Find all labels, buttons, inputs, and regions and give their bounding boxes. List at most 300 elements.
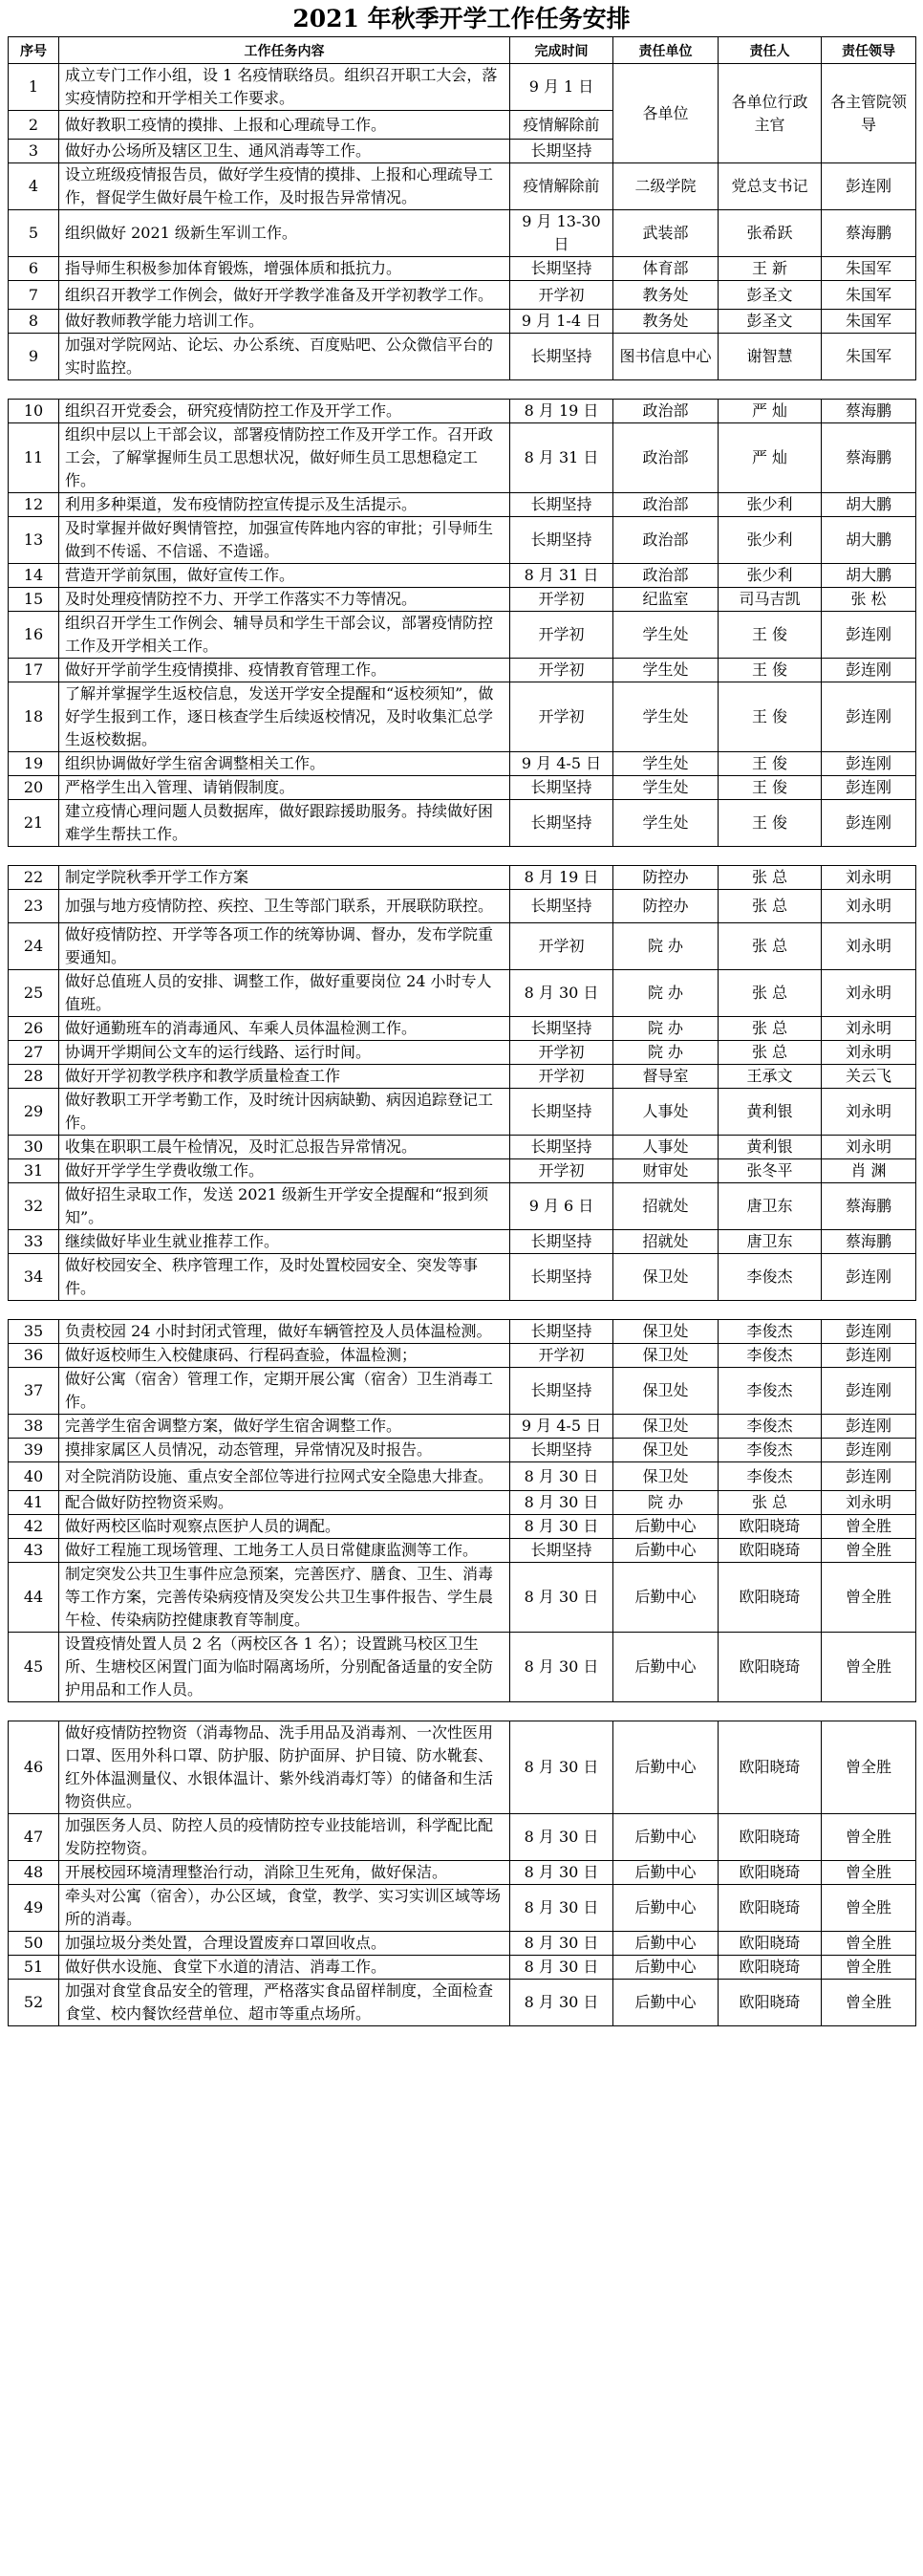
cell-no: 23 — [9, 890, 59, 923]
cell-leader: 曾全胜 — [822, 1956, 916, 1980]
table-row — [9, 310, 916, 334]
cell-leader: 胡大鹏 — [822, 493, 916, 517]
cell-person: 李俊杰 — [719, 1368, 822, 1415]
cell-time: 8 月 30 日 — [510, 1633, 613, 1702]
cell-leader: 彭连刚 — [822, 682, 916, 752]
cell-unit: 各单位 — [613, 64, 719, 163]
cell-unit: 防控办 — [613, 890, 719, 923]
cell-content: 负责校园 24 小时封闭式管理，做好车辆管控及人员体温检测。 — [59, 1320, 510, 1344]
cell-person: 王 俊 — [719, 682, 822, 752]
cell-unit: 院 办 — [613, 1491, 719, 1515]
cell-unit: 财审处 — [613, 1159, 719, 1183]
cell-content: 加强医务人员、防控人员的疫情防控专业技能培训，科学配比配发防控物资。 — [59, 1814, 510, 1861]
cell-person: 张少利 — [719, 517, 822, 564]
cell-content: 对全院消防设施、重点安全部位等进行拉网式安全隐患大排查。 — [59, 1462, 510, 1491]
cell-content: 收集在职职工晨午检情况，及时汇总报告异常情况。 — [59, 1136, 510, 1159]
cell-time: 长期坚持 — [510, 1439, 613, 1462]
cell-time: 开学初 — [510, 1344, 613, 1368]
cell-person: 司马吉凯 — [719, 588, 822, 612]
cell-unit: 学生处 — [613, 752, 719, 776]
cell-leader: 朱国军 — [822, 281, 916, 310]
cell-no: 17 — [9, 659, 59, 682]
cell-person: 彭圣文 — [719, 310, 822, 334]
cell-leader: 蔡海鹏 — [822, 423, 916, 493]
cell-time: 9 月 6 日 — [510, 1183, 613, 1230]
cell-no: 42 — [9, 1515, 59, 1539]
table-row — [9, 1956, 916, 1980]
cell-time: 8 月 19 日 — [510, 866, 613, 890]
cell-content: 做好开学初教学秩序和教学质量检查工作 — [59, 1065, 510, 1089]
cell-content: 做好工程施工现场管理、工地务工人员日常健康监测等工作。 — [59, 1539, 510, 1563]
cell-no: 38 — [9, 1415, 59, 1439]
table-row — [9, 1230, 916, 1254]
cell-person: 张少利 — [719, 493, 822, 517]
cell-time: 长期坚持 — [510, 334, 613, 380]
cell-person: 王 俊 — [719, 612, 822, 659]
cell-unit: 学生处 — [613, 776, 719, 800]
cell-time: 长期坚持 — [510, 1254, 613, 1301]
cell-person: 欧阳晓琦 — [719, 1980, 822, 2026]
cell-no: 40 — [9, 1462, 59, 1491]
cell-person: 王承文 — [719, 1065, 822, 1089]
cell-time: 长期坚持 — [510, 890, 613, 923]
cell-time: 长期坚持 — [510, 1320, 613, 1344]
cell-unit: 学生处 — [613, 612, 719, 659]
table-row — [9, 588, 916, 612]
page-break — [9, 1702, 916, 1721]
cell-time: 开学初 — [510, 1041, 613, 1065]
cell-unit: 后勤中心 — [613, 1515, 719, 1539]
document-title: 2021 年秋季开学工作任务安排 — [292, 5, 631, 32]
cell-no: 21 — [9, 800, 59, 847]
header-time: 完成时间 — [510, 37, 613, 64]
cell-unit: 政治部 — [613, 493, 719, 517]
cell-person: 欧阳晓琦 — [719, 1515, 822, 1539]
table-row — [9, 1515, 916, 1539]
page-break — [9, 1301, 916, 1320]
cell-unit: 后勤中心 — [613, 1814, 719, 1861]
table-row — [9, 1462, 916, 1491]
table-row — [9, 64, 916, 111]
cell-unit: 人事处 — [613, 1089, 719, 1136]
cell-leader: 刘永明 — [822, 1491, 916, 1515]
cell-time: 开学初 — [510, 1065, 613, 1089]
table-row — [9, 1368, 916, 1415]
cell-no: 28 — [9, 1065, 59, 1089]
cell-time: 长期坚持 — [510, 1089, 613, 1136]
cell-content: 及时处理疫情防控不力、开学工作落实不力等情况。 — [59, 588, 510, 612]
table-row — [9, 1089, 916, 1136]
cell-leader: 彭连刚 — [822, 612, 916, 659]
table-row — [9, 752, 916, 776]
cell-no: 1 — [9, 64, 59, 111]
cell-unit: 保卫处 — [613, 1368, 719, 1415]
cell-time: 9 月 4-5 日 — [510, 752, 613, 776]
table-row — [9, 866, 916, 890]
cell-person: 欧阳晓琦 — [719, 1633, 822, 1702]
table-row — [9, 400, 916, 423]
cell-time: 8 月 30 日 — [510, 1814, 613, 1861]
cell-person: 张 总 — [719, 1491, 822, 1515]
cell-no: 24 — [9, 923, 59, 970]
cell-time: 长期坚持 — [510, 1230, 613, 1254]
cell-content: 严格学生出入管理、请销假制度。 — [59, 776, 510, 800]
cell-person: 欧阳晓琦 — [719, 1563, 822, 1633]
cell-leader: 关云飞 — [822, 1065, 916, 1089]
cell-person: 张 总 — [719, 1041, 822, 1065]
cell-person: 唐卫东 — [719, 1230, 822, 1254]
header-unit: 责任单位 — [613, 37, 719, 64]
table-header-row — [9, 37, 916, 64]
cell-no: 32 — [9, 1183, 59, 1230]
cell-no: 41 — [9, 1491, 59, 1515]
cell-content: 做好校园安全、秩序管理工作，及时处置校园安全、突发等事件。 — [59, 1254, 510, 1301]
cell-no: 34 — [9, 1254, 59, 1301]
cell-content: 做好教职工开学考勤工作，及时统计因病缺勤、病因追踪登记工作。 — [59, 1089, 510, 1136]
cell-time: 8 月 30 日 — [510, 1515, 613, 1539]
table-row — [9, 1136, 916, 1159]
cell-content: 建立疫情心理问题人员数据库，做好跟踪援助服务。持续做好困难学生帮扶工作。 — [59, 800, 510, 847]
cell-time: 8 月 30 日 — [510, 1563, 613, 1633]
cell-time: 8 月 30 日 — [510, 1721, 613, 1814]
cell-person: 李俊杰 — [719, 1344, 822, 1368]
cell-no: 29 — [9, 1089, 59, 1136]
table-row — [9, 1415, 916, 1439]
cell-leader: 彭连刚 — [822, 659, 916, 682]
cell-leader: 曾全胜 — [822, 1814, 916, 1861]
cell-person: 王 俊 — [719, 800, 822, 847]
cell-person: 张少利 — [719, 564, 822, 588]
cell-unit: 后勤中心 — [613, 1885, 719, 1932]
table-row — [9, 1721, 916, 1814]
table-row — [9, 1814, 916, 1861]
cell-content: 组织召开学生工作例会、辅导员和学生干部会议，部署疫情防控工作及开学相关工作。 — [59, 612, 510, 659]
table-row — [9, 281, 916, 310]
table-row — [9, 1017, 916, 1041]
cell-content: 加强对食堂食品安全的管理，严格落实食品留样制度，全面检查食堂、校内餐饮经营单位、超市等重点场所。 — [59, 1980, 510, 2026]
table-row — [9, 923, 916, 970]
cell-unit: 二级学院 — [613, 163, 719, 210]
cell-leader: 彭连刚 — [822, 1344, 916, 1368]
cell-content: 组织协调做好学生宿舍调整相关工作。 — [59, 752, 510, 776]
cell-content: 及时掌握并做好舆情管控，加强宣传阵地内容的审批；引导师生做到不传谣、不信谣、不造谣。 — [59, 517, 510, 564]
cell-person: 欧阳晓琦 — [719, 1956, 822, 1980]
cell-content: 做好招生录取工作，发送 2021 级新生开学安全提醒和“报到须知”。 — [59, 1183, 510, 1230]
cell-leader: 彭连刚 — [822, 1415, 916, 1439]
task-table — [8, 36, 916, 2026]
cell-person: 张 总 — [719, 923, 822, 970]
cell-person: 王 俊 — [719, 752, 822, 776]
table-row — [9, 210, 916, 257]
cell-content: 做好两校区临时观察点医护人员的调配。 — [59, 1515, 510, 1539]
cell-no: 43 — [9, 1539, 59, 1563]
table-row — [9, 1861, 916, 1885]
cell-unit: 武装部 — [613, 210, 719, 257]
table-row — [9, 334, 916, 380]
cell-content: 摸排家属区人员情况，动态管理，异常情况及时报告。 — [59, 1439, 510, 1462]
cell-no: 10 — [9, 400, 59, 423]
cell-content: 做好办公场所及辖区卫生、通风消毒等工作。 — [59, 140, 510, 163]
cell-person: 李俊杰 — [719, 1254, 822, 1301]
cell-no: 12 — [9, 493, 59, 517]
table-row — [9, 517, 916, 564]
table-row — [9, 1254, 916, 1301]
cell-time: 开学初 — [510, 682, 613, 752]
cell-time: 长期坚持 — [510, 776, 613, 800]
cell-unit: 后勤中心 — [613, 1633, 719, 1702]
cell-content: 做好开学学生学费收缴工作。 — [59, 1159, 510, 1183]
cell-time: 9 月 1-4 日 — [510, 310, 613, 334]
cell-leader: 蔡海鹏 — [822, 210, 916, 257]
cell-leader: 蔡海鹏 — [822, 1183, 916, 1230]
cell-unit: 后勤中心 — [613, 1956, 719, 1980]
cell-unit: 学生处 — [613, 800, 719, 847]
cell-time: 开学初 — [510, 1159, 613, 1183]
cell-person: 王 俊 — [719, 659, 822, 682]
cell-no: 14 — [9, 564, 59, 588]
cell-no: 18 — [9, 682, 59, 752]
cell-no: 48 — [9, 1861, 59, 1885]
table-row — [9, 564, 916, 588]
cell-unit: 后勤中心 — [613, 1721, 719, 1814]
header-content: 工作任务内容 — [59, 37, 510, 64]
cell-content: 做好教职工疫情的摸排、上报和心理疏导工作。 — [59, 111, 510, 140]
cell-time: 开学初 — [510, 588, 613, 612]
cell-no: 49 — [9, 1885, 59, 1932]
cell-leader: 彭连刚 — [822, 776, 916, 800]
cell-no: 26 — [9, 1017, 59, 1041]
cell-no: 51 — [9, 1956, 59, 1980]
cell-person: 严 灿 — [719, 423, 822, 493]
cell-time: 长期坚持 — [510, 517, 613, 564]
cell-person: 欧阳晓琦 — [719, 1861, 822, 1885]
page-break-cell — [9, 1702, 916, 1721]
cell-leader: 刘永明 — [822, 1041, 916, 1065]
cell-leader: 曾全胜 — [822, 1885, 916, 1932]
cell-time: 长期坚持 — [510, 1136, 613, 1159]
cell-leader: 朱国军 — [822, 334, 916, 380]
cell-person: 张冬平 — [719, 1159, 822, 1183]
cell-time: 8 月 30 日 — [510, 970, 613, 1017]
cell-person: 黄利银 — [719, 1136, 822, 1159]
cell-time: 长期坚持 — [510, 1368, 613, 1415]
cell-time: 8 月 31 日 — [510, 423, 613, 493]
cell-no: 22 — [9, 866, 59, 890]
cell-content: 做好疫情防控物资（消毒物品、洗手用品及消毒剂、一次性医用口罩、医用外科口罩、防护服、防护面屏、护目镜、防水靴套、红外体温测量仪、水银体温计、紫外线消毒灯等）的储备和生活物资供应。 — [59, 1721, 510, 1814]
cell-person: 严 灿 — [719, 400, 822, 423]
cell-person: 各单位行政主官 — [719, 64, 822, 163]
cell-content: 做好返校师生入校健康码、行程码查验，体温检测； — [59, 1344, 510, 1368]
cell-content: 设置疫情处置人员 2 名（两校区各 1 名）；设置跳马校区卫生所、生塘校区闲置门面为临时隔离场所，分别配备适量的安全防护用品和工作人员。 — [59, 1633, 510, 1702]
table-row — [9, 682, 916, 752]
cell-time: 8 月 30 日 — [510, 1861, 613, 1885]
cell-leader: 刘永明 — [822, 1089, 916, 1136]
cell-leader: 刘永明 — [822, 1017, 916, 1041]
cell-no: 35 — [9, 1320, 59, 1344]
cell-no: 36 — [9, 1344, 59, 1368]
cell-content: 做好教师教学能力培训工作。 — [59, 310, 510, 334]
cell-no: 47 — [9, 1814, 59, 1861]
cell-unit: 体育部 — [613, 257, 719, 281]
cell-no: 16 — [9, 612, 59, 659]
cell-unit: 后勤中心 — [613, 1563, 719, 1633]
cell-no: 30 — [9, 1136, 59, 1159]
cell-no: 4 — [9, 163, 59, 210]
table-row — [9, 776, 916, 800]
table-row — [9, 257, 916, 281]
cell-unit: 院 办 — [613, 923, 719, 970]
cell-time: 8 月 30 日 — [510, 1932, 613, 1956]
cell-unit: 保卫处 — [613, 1254, 719, 1301]
cell-leader: 彭连刚 — [822, 1320, 916, 1344]
table-row — [9, 1320, 916, 1344]
cell-unit: 保卫处 — [613, 1344, 719, 1368]
cell-leader: 刘永明 — [822, 890, 916, 923]
cell-leader: 曾全胜 — [822, 1980, 916, 2026]
cell-no: 3 — [9, 140, 59, 163]
cell-leader: 曾全胜 — [822, 1539, 916, 1563]
cell-content: 协调开学期间公文车的运行线路、运行时间。 — [59, 1041, 510, 1065]
cell-no: 20 — [9, 776, 59, 800]
cell-leader: 胡大鹏 — [822, 564, 916, 588]
cell-content: 设立班级疫情报告员，做好学生疫情的摸排、上报和心理疏导工作，督促学生做好晨午检工作，及时报告异常情况。 — [59, 163, 510, 210]
cell-content: 制定学院秋季开学工作方案 — [59, 866, 510, 890]
cell-leader: 彭连刚 — [822, 1368, 916, 1415]
cell-unit: 学生处 — [613, 659, 719, 682]
cell-unit: 人事处 — [613, 1136, 719, 1159]
cell-no: 31 — [9, 1159, 59, 1183]
cell-leader: 蔡海鹏 — [822, 400, 916, 423]
table-row — [9, 970, 916, 1017]
table-row — [9, 163, 916, 210]
cell-content: 继续做好毕业生就业推荐工作。 — [59, 1230, 510, 1254]
cell-leader: 蔡海鹏 — [822, 1230, 916, 1254]
cell-unit: 保卫处 — [613, 1415, 719, 1439]
cell-leader: 朱国军 — [822, 257, 916, 281]
cell-content: 组织召开党委会，研究疫情防控工作及开学工作。 — [59, 400, 510, 423]
cell-leader: 彭连刚 — [822, 800, 916, 847]
cell-person: 欧阳晓琦 — [719, 1885, 822, 1932]
cell-unit: 政治部 — [613, 400, 719, 423]
cell-unit: 招就处 — [613, 1230, 719, 1254]
cell-no: 11 — [9, 423, 59, 493]
cell-leader: 彭连刚 — [822, 752, 916, 776]
cell-time: 9 月 13-30 日 — [510, 210, 613, 257]
cell-person: 王 俊 — [719, 776, 822, 800]
table-row — [9, 1932, 916, 1956]
cell-unit: 保卫处 — [613, 1320, 719, 1344]
cell-person: 黄利银 — [719, 1089, 822, 1136]
cell-time: 8 月 30 日 — [510, 1956, 613, 1980]
cell-unit: 后勤中心 — [613, 1539, 719, 1563]
cell-time: 长期坚持 — [510, 800, 613, 847]
cell-unit: 院 办 — [613, 1017, 719, 1041]
cell-leader: 各主管院领导 — [822, 64, 916, 163]
table-row — [9, 1491, 916, 1515]
cell-person: 李俊杰 — [719, 1320, 822, 1344]
cell-no: 7 — [9, 281, 59, 310]
cell-leader: 曾全胜 — [822, 1861, 916, 1885]
cell-time: 开学初 — [510, 923, 613, 970]
cell-leader: 曾全胜 — [822, 1633, 916, 1702]
cell-unit: 图书信息中心 — [613, 334, 719, 380]
cell-leader: 彭连刚 — [822, 1462, 916, 1491]
table-row — [9, 1539, 916, 1563]
cell-no: 9 — [9, 334, 59, 380]
cell-leader: 刘永明 — [822, 866, 916, 890]
cell-no: 33 — [9, 1230, 59, 1254]
table-row — [9, 1065, 916, 1089]
cell-content: 指导师生积极参加体育锻炼，增强体质和抵抗力。 — [59, 257, 510, 281]
table-row — [9, 659, 916, 682]
cell-content: 牵头对公寓（宿舍），办公区域，食堂，教学、实习实训区域等场所的消毒。 — [59, 1885, 510, 1932]
table-row — [9, 1159, 916, 1183]
cell-time: 长期坚持 — [510, 1017, 613, 1041]
cell-time: 8 月 30 日 — [510, 1980, 613, 2026]
cell-leader: 张 松 — [822, 588, 916, 612]
cell-content: 成立专门工作小组，设 1 名疫情联络员。组织召开职工大会，落实疫情防控和开学相关工作要求。 — [59, 64, 510, 111]
cell-leader: 彭连刚 — [822, 1439, 916, 1462]
cell-person: 李俊杰 — [719, 1415, 822, 1439]
cell-leader: 曾全胜 — [822, 1563, 916, 1633]
cell-person: 欧阳晓琦 — [719, 1814, 822, 1861]
cell-person: 李俊杰 — [719, 1439, 822, 1462]
cell-leader: 刘永明 — [822, 1136, 916, 1159]
cell-content: 组织做好 2021 级新生军训工作。 — [59, 210, 510, 257]
cell-leader: 刘永明 — [822, 923, 916, 970]
header-leader: 责任领导 — [822, 37, 916, 64]
cell-unit: 政治部 — [613, 517, 719, 564]
table-row — [9, 800, 916, 847]
cell-time: 8 月 19 日 — [510, 400, 613, 423]
cell-no: 6 — [9, 257, 59, 281]
cell-leader: 胡大鹏 — [822, 517, 916, 564]
cell-content: 组织中层以上干部会议，部署疫情防控工作及开学工作。召开政工会，了解掌握师生员工思想状况，做好师生员工思想稳定工作。 — [59, 423, 510, 493]
cell-unit: 后勤中心 — [613, 1861, 719, 1885]
cell-person: 彭圣文 — [719, 281, 822, 310]
cell-person: 张 总 — [719, 1017, 822, 1041]
table-body — [9, 64, 916, 2026]
cell-unit: 招就处 — [613, 1183, 719, 1230]
cell-leader: 曾全胜 — [822, 1515, 916, 1539]
table-row — [9, 493, 916, 517]
cell-unit: 政治部 — [613, 423, 719, 493]
cell-content: 开展校园环境清理整治行动，消除卫生死角，做好保洁。 — [59, 1861, 510, 1885]
cell-time: 长期坚持 — [510, 493, 613, 517]
cell-no: 37 — [9, 1368, 59, 1415]
cell-time: 8 月 30 日 — [510, 1462, 613, 1491]
cell-content: 配合做好防控物资采购。 — [59, 1491, 510, 1515]
table-row — [9, 1439, 916, 1462]
cell-leader: 彭连刚 — [822, 1254, 916, 1301]
table-row — [9, 1563, 916, 1633]
cell-unit: 后勤中心 — [613, 1932, 719, 1956]
cell-content: 做好开学前学生疫情摸排、疫情教育管理工作。 — [59, 659, 510, 682]
cell-no: 39 — [9, 1439, 59, 1462]
cell-leader: 彭连刚 — [822, 163, 916, 210]
cell-person: 欧阳晓琦 — [719, 1539, 822, 1563]
cell-content: 完善学生宿舍调整方案，做好学生宿舍调整工作。 — [59, 1415, 510, 1439]
cell-no: 13 — [9, 517, 59, 564]
cell-leader: 朱国军 — [822, 310, 916, 334]
cell-no: 27 — [9, 1041, 59, 1065]
cell-person: 张希跃 — [719, 210, 822, 257]
cell-unit: 督导室 — [613, 1065, 719, 1089]
page-break-cell — [9, 380, 916, 400]
cell-person: 王 新 — [719, 257, 822, 281]
cell-no: 5 — [9, 210, 59, 257]
cell-no: 46 — [9, 1721, 59, 1814]
